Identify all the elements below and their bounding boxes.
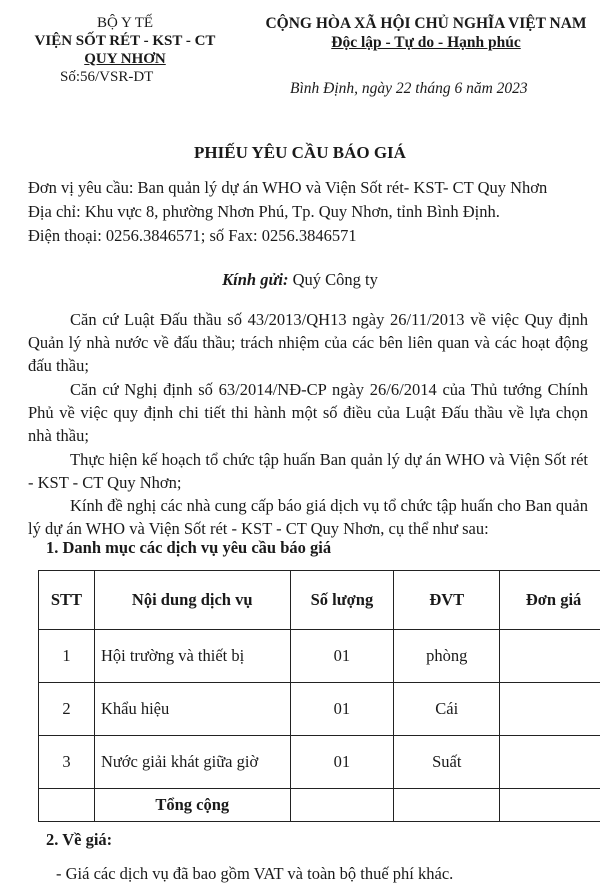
greeting-label: Kính gửi: xyxy=(222,270,289,289)
price-note: - Giá các dịch vụ đã bao gồm VAT và toàn bộ thuế phí khác. xyxy=(56,864,454,883)
row-stt: 3 xyxy=(39,736,95,789)
institute-name: VIỆN SỐT RÉT - KST - CT xyxy=(34,33,216,49)
table-row xyxy=(39,736,600,789)
row-price xyxy=(500,630,600,683)
total-empty-cell xyxy=(290,789,394,822)
table-row xyxy=(39,630,600,683)
reference-number: Số:56/VSR-DT xyxy=(60,69,154,85)
total-empty-cell xyxy=(394,789,500,822)
ministry-name: BỘ Y TẾ xyxy=(96,15,154,31)
row-content: Khẩu hiệu xyxy=(94,683,290,736)
paragraph-text: Thực hiện kế hoạch tổ chức tập huấn Ban quản lý dự án WHO và Viện Sốt rét - KST - CT Quy Nhơn; xyxy=(28,450,588,492)
services-table xyxy=(38,570,600,822)
document-date: Bình Định, ngày 22 tháng 6 năm 2023 xyxy=(290,80,528,97)
header-price: Đơn giá xyxy=(500,571,600,630)
row-price xyxy=(500,736,600,789)
greeting-recipient: Quý Công ty xyxy=(288,270,378,289)
issuer-block xyxy=(20,14,230,86)
legal-basis-paragraph-2 xyxy=(28,378,588,447)
national-header xyxy=(252,14,600,52)
row-unit: Suất xyxy=(394,736,500,789)
requester-contact: Điện thoại: 0256.3846571; số Fax: 0256.3846571 xyxy=(28,226,357,245)
row-quantity: 01 xyxy=(290,736,394,789)
total-label: Tổng cộng xyxy=(94,789,290,822)
country-name: CỘNG HÒA XÃ HỘI CHỦ NGHĨA VIỆT NAM xyxy=(265,15,587,32)
row-unit: Cái xyxy=(394,683,500,736)
header-unit: ĐVT xyxy=(394,571,500,630)
row-quantity: 01 xyxy=(290,683,394,736)
row-content: Nước giải khát giữa giờ xyxy=(94,736,290,789)
row-unit: phòng xyxy=(394,630,500,683)
row-stt: 2 xyxy=(39,683,95,736)
header-quantity: Số lượng xyxy=(290,571,394,630)
paragraph-text: Căn cứ Nghị định số 63/2014/NĐ-CP ngày 26/6/2014 của Thủ tướng Chính Phủ về việc quy định chi tiết thi hành một số điều của Luật Đấu thầu về lựa chọn nhà thầu; xyxy=(28,380,588,445)
requester-address: Địa chỉ: Khu vực 8, phường Nhơn Phú, Tp. Quy Nhơn, tỉnh Bình Định. xyxy=(28,202,500,221)
header-content: Nội dung dịch vụ xyxy=(94,571,290,630)
paragraph-text: Căn cứ Luật Đấu thầu số 43/2013/QH13 ngày 26/11/2013 về việc Quy định Quản lý nhà nước về đấu thầu; trách nhiệm của các bên liên quan và các hoạt động đấu thầu; xyxy=(28,310,588,375)
section-1-heading: 1. Danh mục các dịch vụ yêu cầu báo giá xyxy=(46,538,332,557)
section-2-heading: 2. Về giá: xyxy=(46,830,113,849)
request-paragraph xyxy=(28,494,588,540)
national-motto: Độc lập - Tự do - Hạnh phúc xyxy=(331,34,521,51)
total-empty-cell xyxy=(500,789,600,822)
requester-unit: Đơn vị yêu cầu: Ban quản lý dự án WHO và Viện Sốt rét- KST- CT Quy Nhơn xyxy=(28,178,548,197)
header-stt: STT xyxy=(39,571,95,630)
row-content: Hội trường và thiết bị xyxy=(94,630,290,683)
legal-basis-paragraph-1 xyxy=(28,308,588,377)
greeting xyxy=(0,268,600,291)
document-title: PHIẾU YÊU CẦU BÁO GIÁ xyxy=(194,143,406,162)
total-empty-cell xyxy=(39,789,95,822)
institute-city: QUY NHƠN xyxy=(84,51,166,67)
row-stt: 1 xyxy=(39,630,95,683)
table-header-row xyxy=(39,571,600,630)
row-quantity: 01 xyxy=(290,630,394,683)
table-row xyxy=(39,683,600,736)
total-row xyxy=(39,789,600,822)
plan-paragraph xyxy=(28,448,588,494)
paragraph-text: Kính đề nghị các nhà cung cấp báo giá dịch vụ tổ chức tập huấn cho Ban quản lý dự án WHO và Viện Sốt rét - KST - CT Quy Nhơn, cụ thể như sau: xyxy=(28,496,588,538)
row-price xyxy=(500,683,600,736)
